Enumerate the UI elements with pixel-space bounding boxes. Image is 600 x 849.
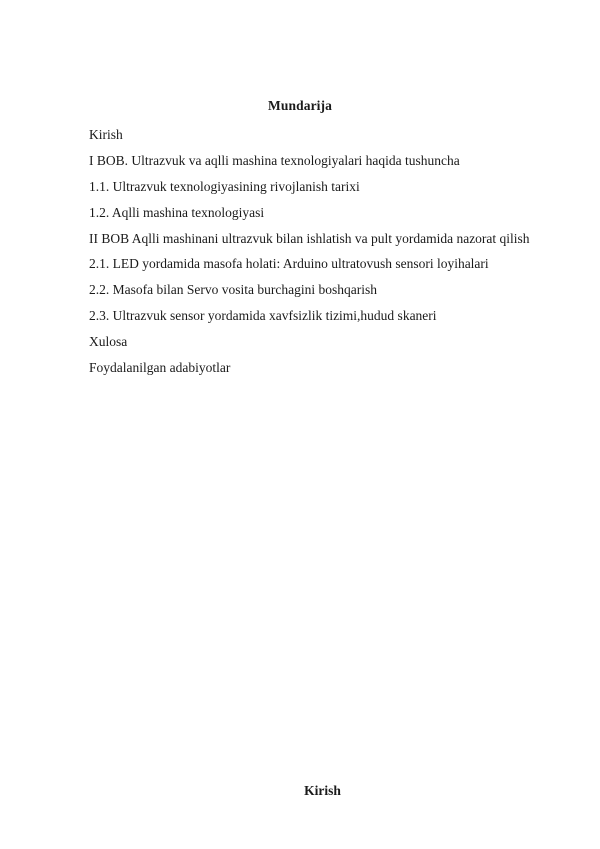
table-of-contents (89, 122, 530, 381)
toc-item-chapter-1: I BOB. Ultrazvuk va aqlli mashina texnologiyalari haqida tushuncha (89, 152, 460, 168)
toc-item-references: Foydalanilgan adabiyotlar (89, 360, 231, 376)
toc-item-2-2: 2.2. Masofa bilan Servo vosita burchagini boshqarish (89, 282, 377, 298)
toc-item-2-3: 2.3. Ultrazvuk sensor yordamida xavfsizlik tizimi,hudud skaneri (89, 308, 437, 324)
toc-item-1-2: 1.2. Aqlli mashina texnologiyasi (89, 204, 265, 220)
toc-item-1-1: 1.1. Ultrazvuk texnologiyasining rivojlanish tarixi (89, 178, 360, 194)
toc-item-xulosa: Xulosa (89, 334, 128, 350)
section-heading-kirish: Kirish (304, 783, 341, 798)
toc-item-2-1: 2.1. LED yordamida masofa holati: Arduino ultratovush sensori loyihalari (89, 256, 489, 272)
toc-item-kirish: Kirish (89, 127, 123, 142)
toc-title: Mundarija (268, 98, 332, 113)
toc-item-chapter-2: II BOB Aqlli mashinani ultrazvuk bilan ishlatish va pult yordamida nazorat qilish (89, 230, 530, 246)
